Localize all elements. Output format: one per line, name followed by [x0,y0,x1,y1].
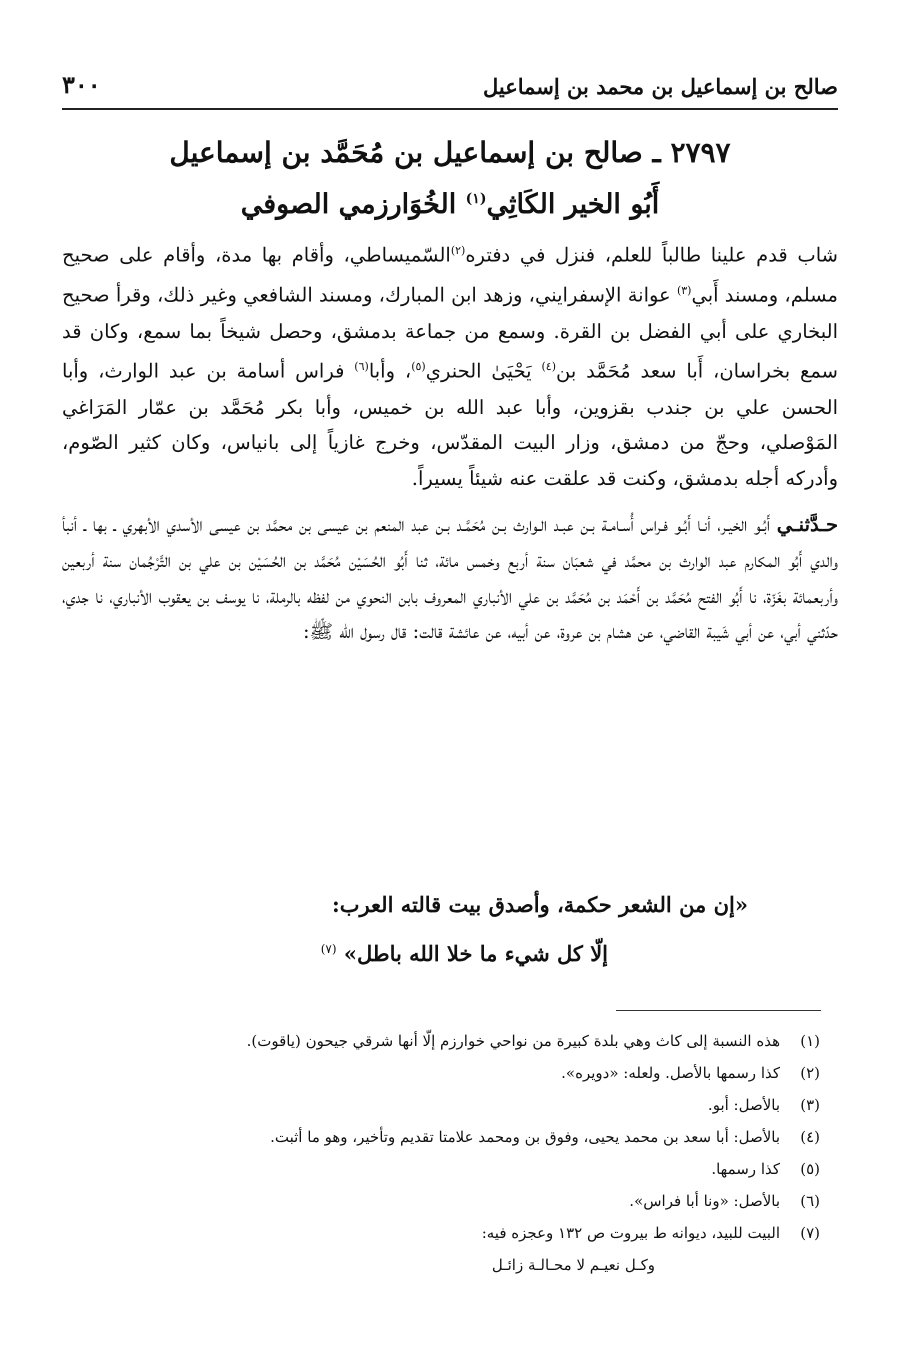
entry-subtitle [62,176,838,228]
footnote [62,1121,820,1153]
text-run: ، وأبا [368,359,412,383]
footnote-text: كذا رسمها بالأصل. ولعله: «دويره». [561,1064,780,1082]
footnote-number: (١) [800,1032,820,1050]
footnote-text: بالأصل: أبا سعد بن محمد يحيى، وفوق بن ومحمد علامتا تقديم وتأخير، وهو ما أثبت. [270,1128,780,1146]
hadith-verse [62,885,838,974]
footnote-number: (٤) [800,1128,820,1146]
footnote-number: (٦) [800,1192,820,1210]
footnote [62,1217,820,1249]
text-run: فراس أسامة بن عبد الوارث، وأبا الحسن علي بن جندب بقزوين، وأبا عبد الله بن خميس، وأبا بكر مُحَمَّد بن عمّار المَرَاغي المَوْصلي، وحجّ من دمشق، وزار البيت المقدّس، وخرج غازياً إلى بانياس، وكان كثير الصّوم، وأدركه أجله بدمشق، وكنت قد علقت عنه شيئاً يسيراً. [62,359,838,491]
verse-line-1: «إن من الشعر حكمة، وأصدق بيت قالته العرب: [331,892,748,917]
entry-title: ٢٧٩٧ ـ صالح بن إسماعيل بن مُحَمَّد بن إسماعيل [169,136,731,169]
footnote-ref-1: (١) [465,191,487,207]
footnote [62,1153,820,1185]
footnote-verse: وكـل نعيـم لا محـالـة زائـل [491,1256,655,1274]
biography-paragraph [62,233,838,497]
footnote-ref-3: (٣) [676,284,692,298]
subtitle-part-b: الخُوَارزمي الصوفي [240,189,466,220]
footnote-text: بالأصل: «ونا أبا فراس». [629,1192,780,1210]
verse-text: إلّا كل شيء ما خلا الله باطل» [343,941,608,966]
footnote-number: (٧) [800,1224,820,1242]
footnote [62,1089,820,1121]
hadith-paragraph [62,507,838,650]
entry-heading [62,130,838,228]
footnote-text: بالأصل: أبو. [707,1096,780,1114]
text-run: السّميساطي، وأقام بها مدة، وأقام على صحيح مسلم، ومسند أَبي [62,243,838,307]
footnote-text: كذا رسمها. [711,1160,780,1178]
running-title: صالح بن إسماعيل بن محمد بن إسماعيل [483,74,838,99]
hadith-lead-word: حـدَّثنـي [776,513,838,537]
verse-line-2 [62,929,838,974]
footnote-number: (٢) [800,1064,820,1082]
footnotes [62,1025,820,1281]
footnote [62,1057,820,1089]
footnote-separator [616,1010,821,1011]
footnote-ref-6: (٦) [354,360,369,374]
header-rule [62,108,838,110]
hadith-chain: أَبُـو الخيـر، أنـا أَبُـو فـراس أُسـامـة بـن عبـد الـوارث بـن مُحَمَّـد بـن عبد المنعم بن عيسى بن محمَّد بن عيسى الأسدي الأبهري ـ بها ـ أنبأ والدي أَبُو المكارم عبد الوارث بن محمَّد في شعبَان سنة أربع وخمس مائة، ثنا أَبُو الحُسَيْن مُحَمَّد بن الحُسَيْن بن علي بن التَّرْجُمان سنة أربعين وأربعمائة بغَزّة، نا أَبُو الفتح مُحَمَّد بن أَحْمَد بن مُحَمَّد بن علي الأنباري المعروف بابن النحوي من لفظه بالرملة، نا يوسف بن يعقوب الأنباري، نا جدي، حدّثني أبي، عن أبي شَيبة القاضي، عن هشام بن عروة، عن أبيه، عن عائشة قالت: قال رسول الله ﷺ: [62,513,838,644]
text-run: شاب قدم علينا طالباً للعلم، فنزل في دفتره [465,243,839,267]
subtitle-part-a: أَبُو الخير الكَاثِي [486,189,660,220]
footnote-ref-5: (٥) [411,360,426,374]
footnote-ref-4: (٤) [541,360,556,374]
text-run: عوانة الإسفرايني، وزهد ابن المبارك، ومسند الشافعي وغير ذلك، وقرأ صحيح البخاري على أبي الفضل بن القرة. وسمع من جماعة بدمشق، وحصل شيخاً بما سمع، وكان قد سمع بخراسان، أَبا سعد مُحَمَّد بن [62,283,839,383]
footnote-ref-2: (٢) [450,244,466,257]
entry-body [62,233,838,660]
footnote-text: البيت للبيد، ديوانه ط بيروت ص ١٣٢ وعجزه فيه: [481,1224,780,1242]
page-number: ٣٠٠ [62,70,101,99]
text-run: يَحْيَىٰ الحنري [425,359,542,383]
footnote-number: (٥) [800,1160,820,1178]
footnote-ref-7: (٧) [320,942,337,956]
footnote [62,1185,820,1217]
footnote-number: (٣) [800,1096,820,1114]
footnote-text: هذه النسبة إلى كاث وهي بلدة كبيرة من نواحي خوارزم إلّا أنها شرقي جيحون (ياقوت). [246,1032,780,1050]
page-header [62,68,838,108]
footnote [62,1025,820,1057]
